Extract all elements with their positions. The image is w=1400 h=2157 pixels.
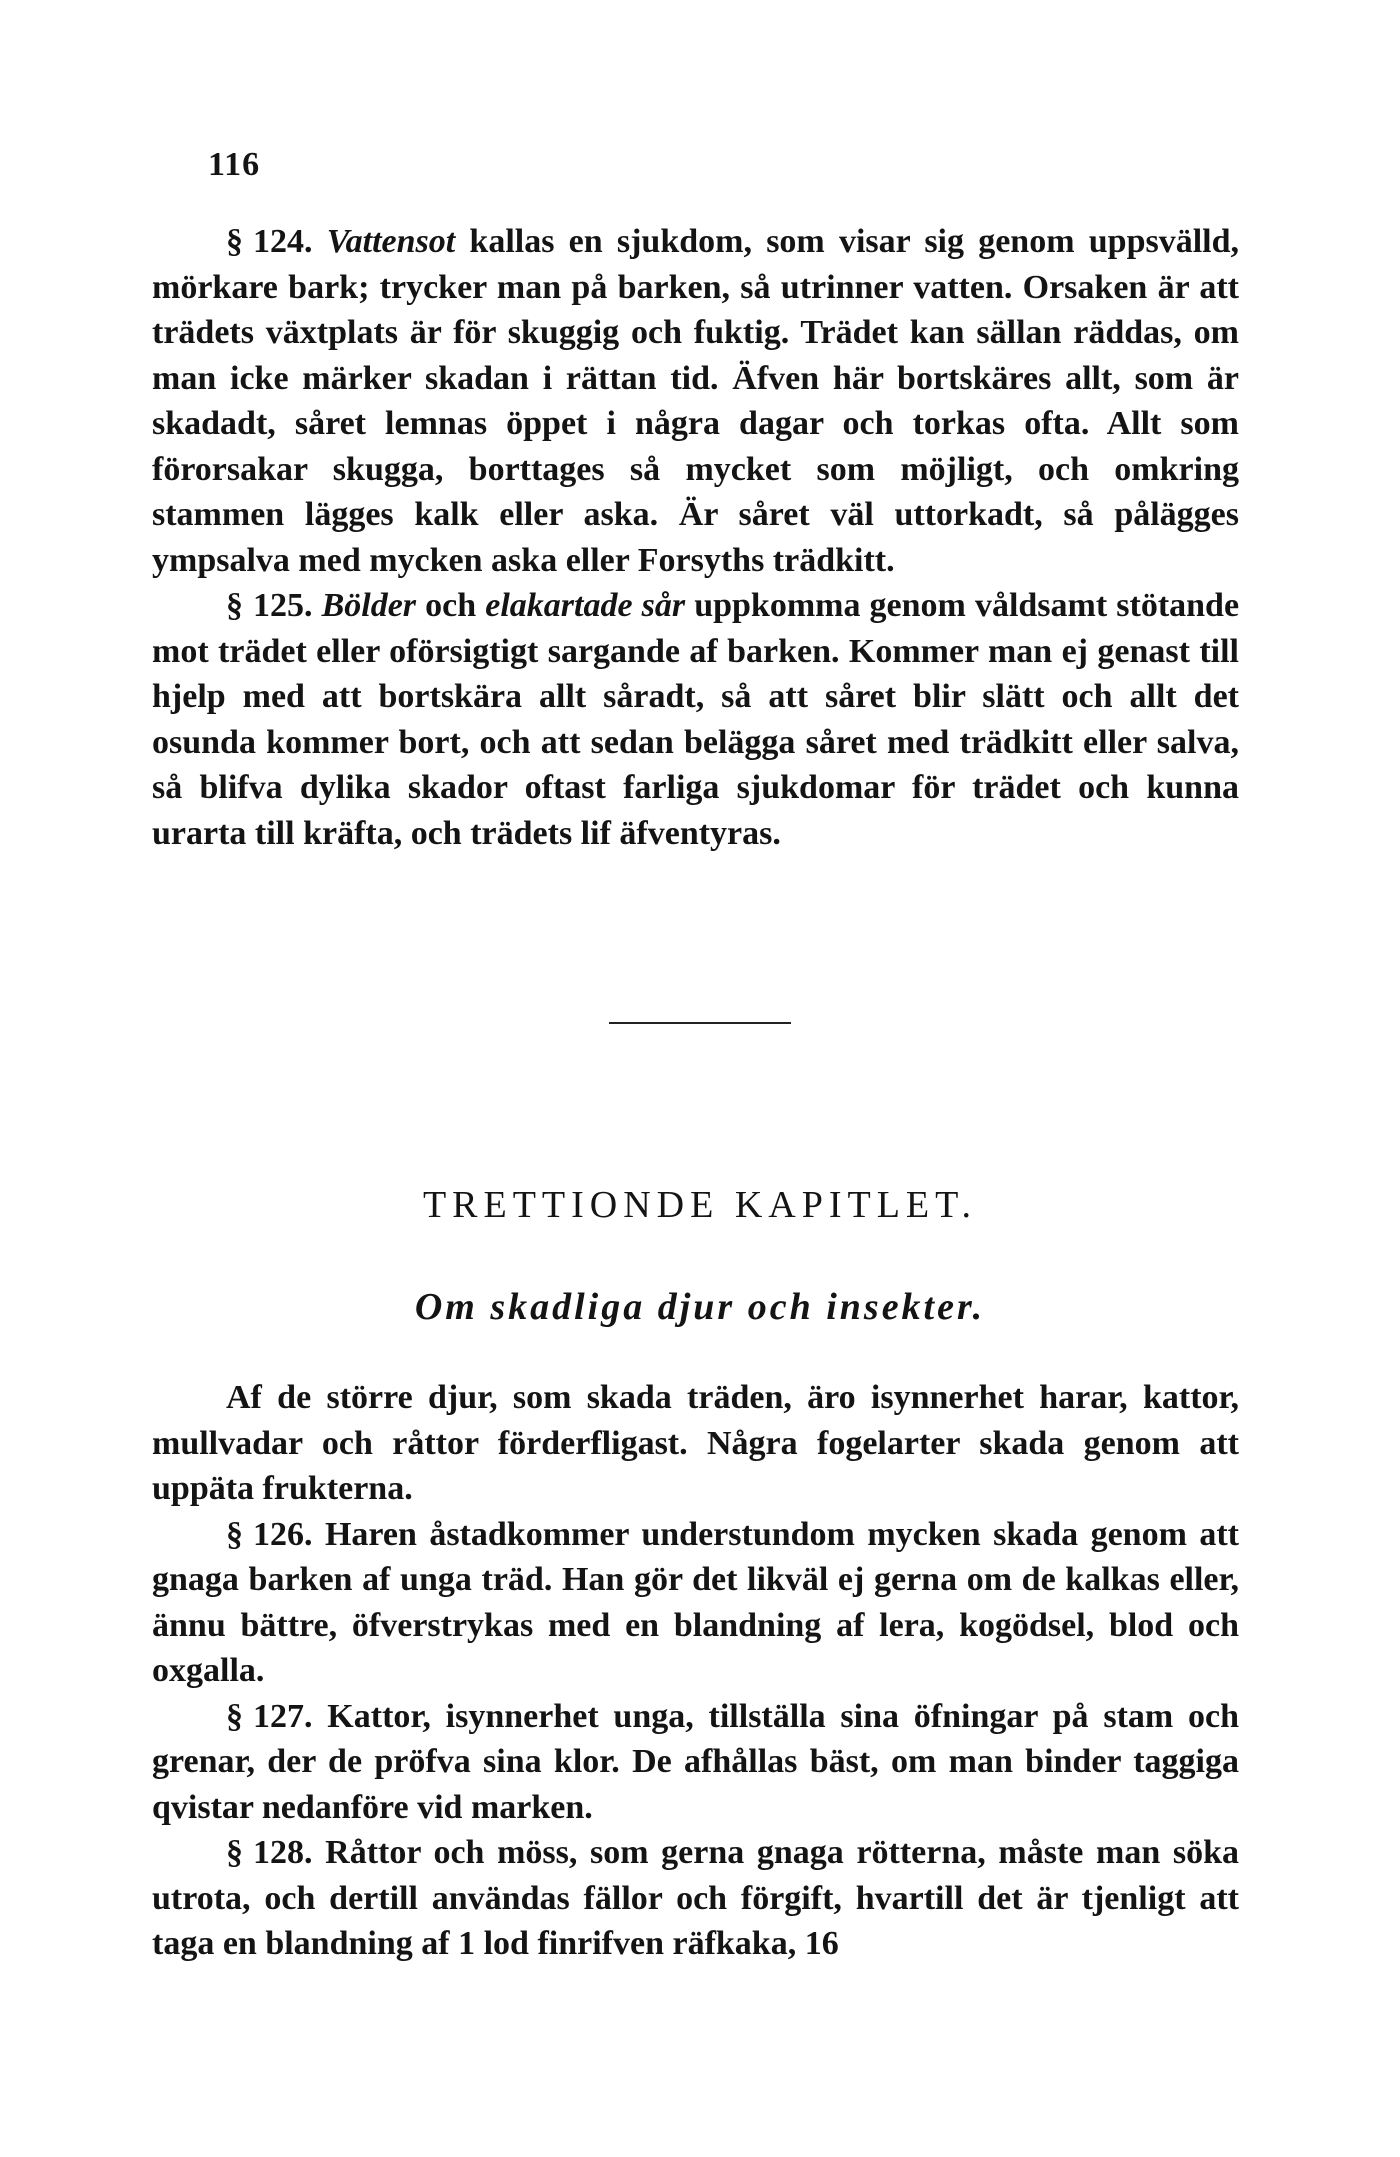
section-number: 124. (253, 223, 313, 260)
section-symbol: § (226, 587, 243, 624)
intro-text: Af de större djur, som skada träden, äro isynnerhet harar, kattor, mullvadar och råttor förderfligast. Några fogelarter skada genom att uppäta frukterna. (152, 1379, 1239, 1507)
section-symbol: § (226, 223, 243, 260)
section-text: uppkomma genom våldsamt stötande mot trädet eller oförsigtigt sargande af barken. Kommer man ej genast till hjelp med att bortskära allt såradt, så att såret blir slätt och allt det osunda kommer bort, och att sedan belägga såret med trädkitt eller salva, så blifva dylika skador oftast farliga sjukdomar för trädet och kunna urarta till kräfta, och trädets lif äfventyras. (152, 587, 1240, 852)
chapter-subtitle: Om skadliga djur och insekter. (414, 1286, 986, 1328)
section-number: 128. (253, 1834, 313, 1871)
section-divider-rule (609, 1022, 791, 1024)
section-term-2: elakartade sår (485, 587, 686, 624)
text-block-top (152, 219, 1239, 856)
paragraph-section-128 (152, 1830, 1239, 1967)
section-symbol: § (226, 1697, 243, 1735)
section-number: 125. (253, 587, 313, 624)
chapter-title: TRETTIONDE KAPITLET. (422, 1184, 978, 1226)
section-symbol: § (226, 1515, 243, 1553)
section-text: Haren åstadkommer understundom mycken skada genom att gnaga barken af unga träd. Han gör det likväl ej gerna om de kalkas eller, ännu bättre, öfverstrykas med en blandning af lera, kogödsel, blod och oxgalla. (152, 1515, 1240, 1689)
paragraph-section-125 (152, 583, 1239, 856)
paragraph-section-127 (152, 1694, 1239, 1831)
text-block-bottom (152, 1375, 1239, 1967)
section-term-1: Bölder (321, 587, 417, 624)
section-text: Kattor, isynnerhet unga, tillställa sina öfningar på stam och grenar, der de pröfva sina klor. De afhållas bäst, om man binder taggiga qvistar nedanföre vid marken. (152, 1697, 1240, 1826)
section-text: Råttor och möss, som gerna gnaga rötterna, måste man söka utrota, och dertill användas fällor och förgift, hvartill det är tjenligt att taga en blandning af 1 lod finrifven räfkaka, 16 (152, 1834, 1240, 1962)
paragraph-intro (152, 1375, 1239, 1512)
page-number: 116 (208, 146, 261, 183)
paragraph-section-126 (152, 1512, 1239, 1694)
section-connector: och (425, 587, 477, 624)
section-text: kallas en sjukdom, som visar sig genom uppsvälld, mörkare bark; trycker man på barken, så utrinner vatten. Orsaken är att trädets växtplats är för skuggig och fuktig. Trädet kan sällan räddas, om man icke märker skadan i rättan tid. Äfven här bortskäres allt, som är skadadt, såret lemnas öppet i några dagar och torkas ofta. Allt som förorsakar skugga, borttages så mycket som möjligt, och omkring stammen lägges kalk eller aska. Är såret väl uttorkadt, så pålägges ympsalva med mycken aska eller Forsyths trädkitt. (152, 223, 1240, 579)
paragraph-section-124 (152, 219, 1239, 583)
section-number: 126. (253, 1515, 313, 1553)
section-term: Vattensot (326, 223, 456, 260)
section-symbol: § (226, 1834, 243, 1871)
section-number: 127. (253, 1697, 313, 1735)
